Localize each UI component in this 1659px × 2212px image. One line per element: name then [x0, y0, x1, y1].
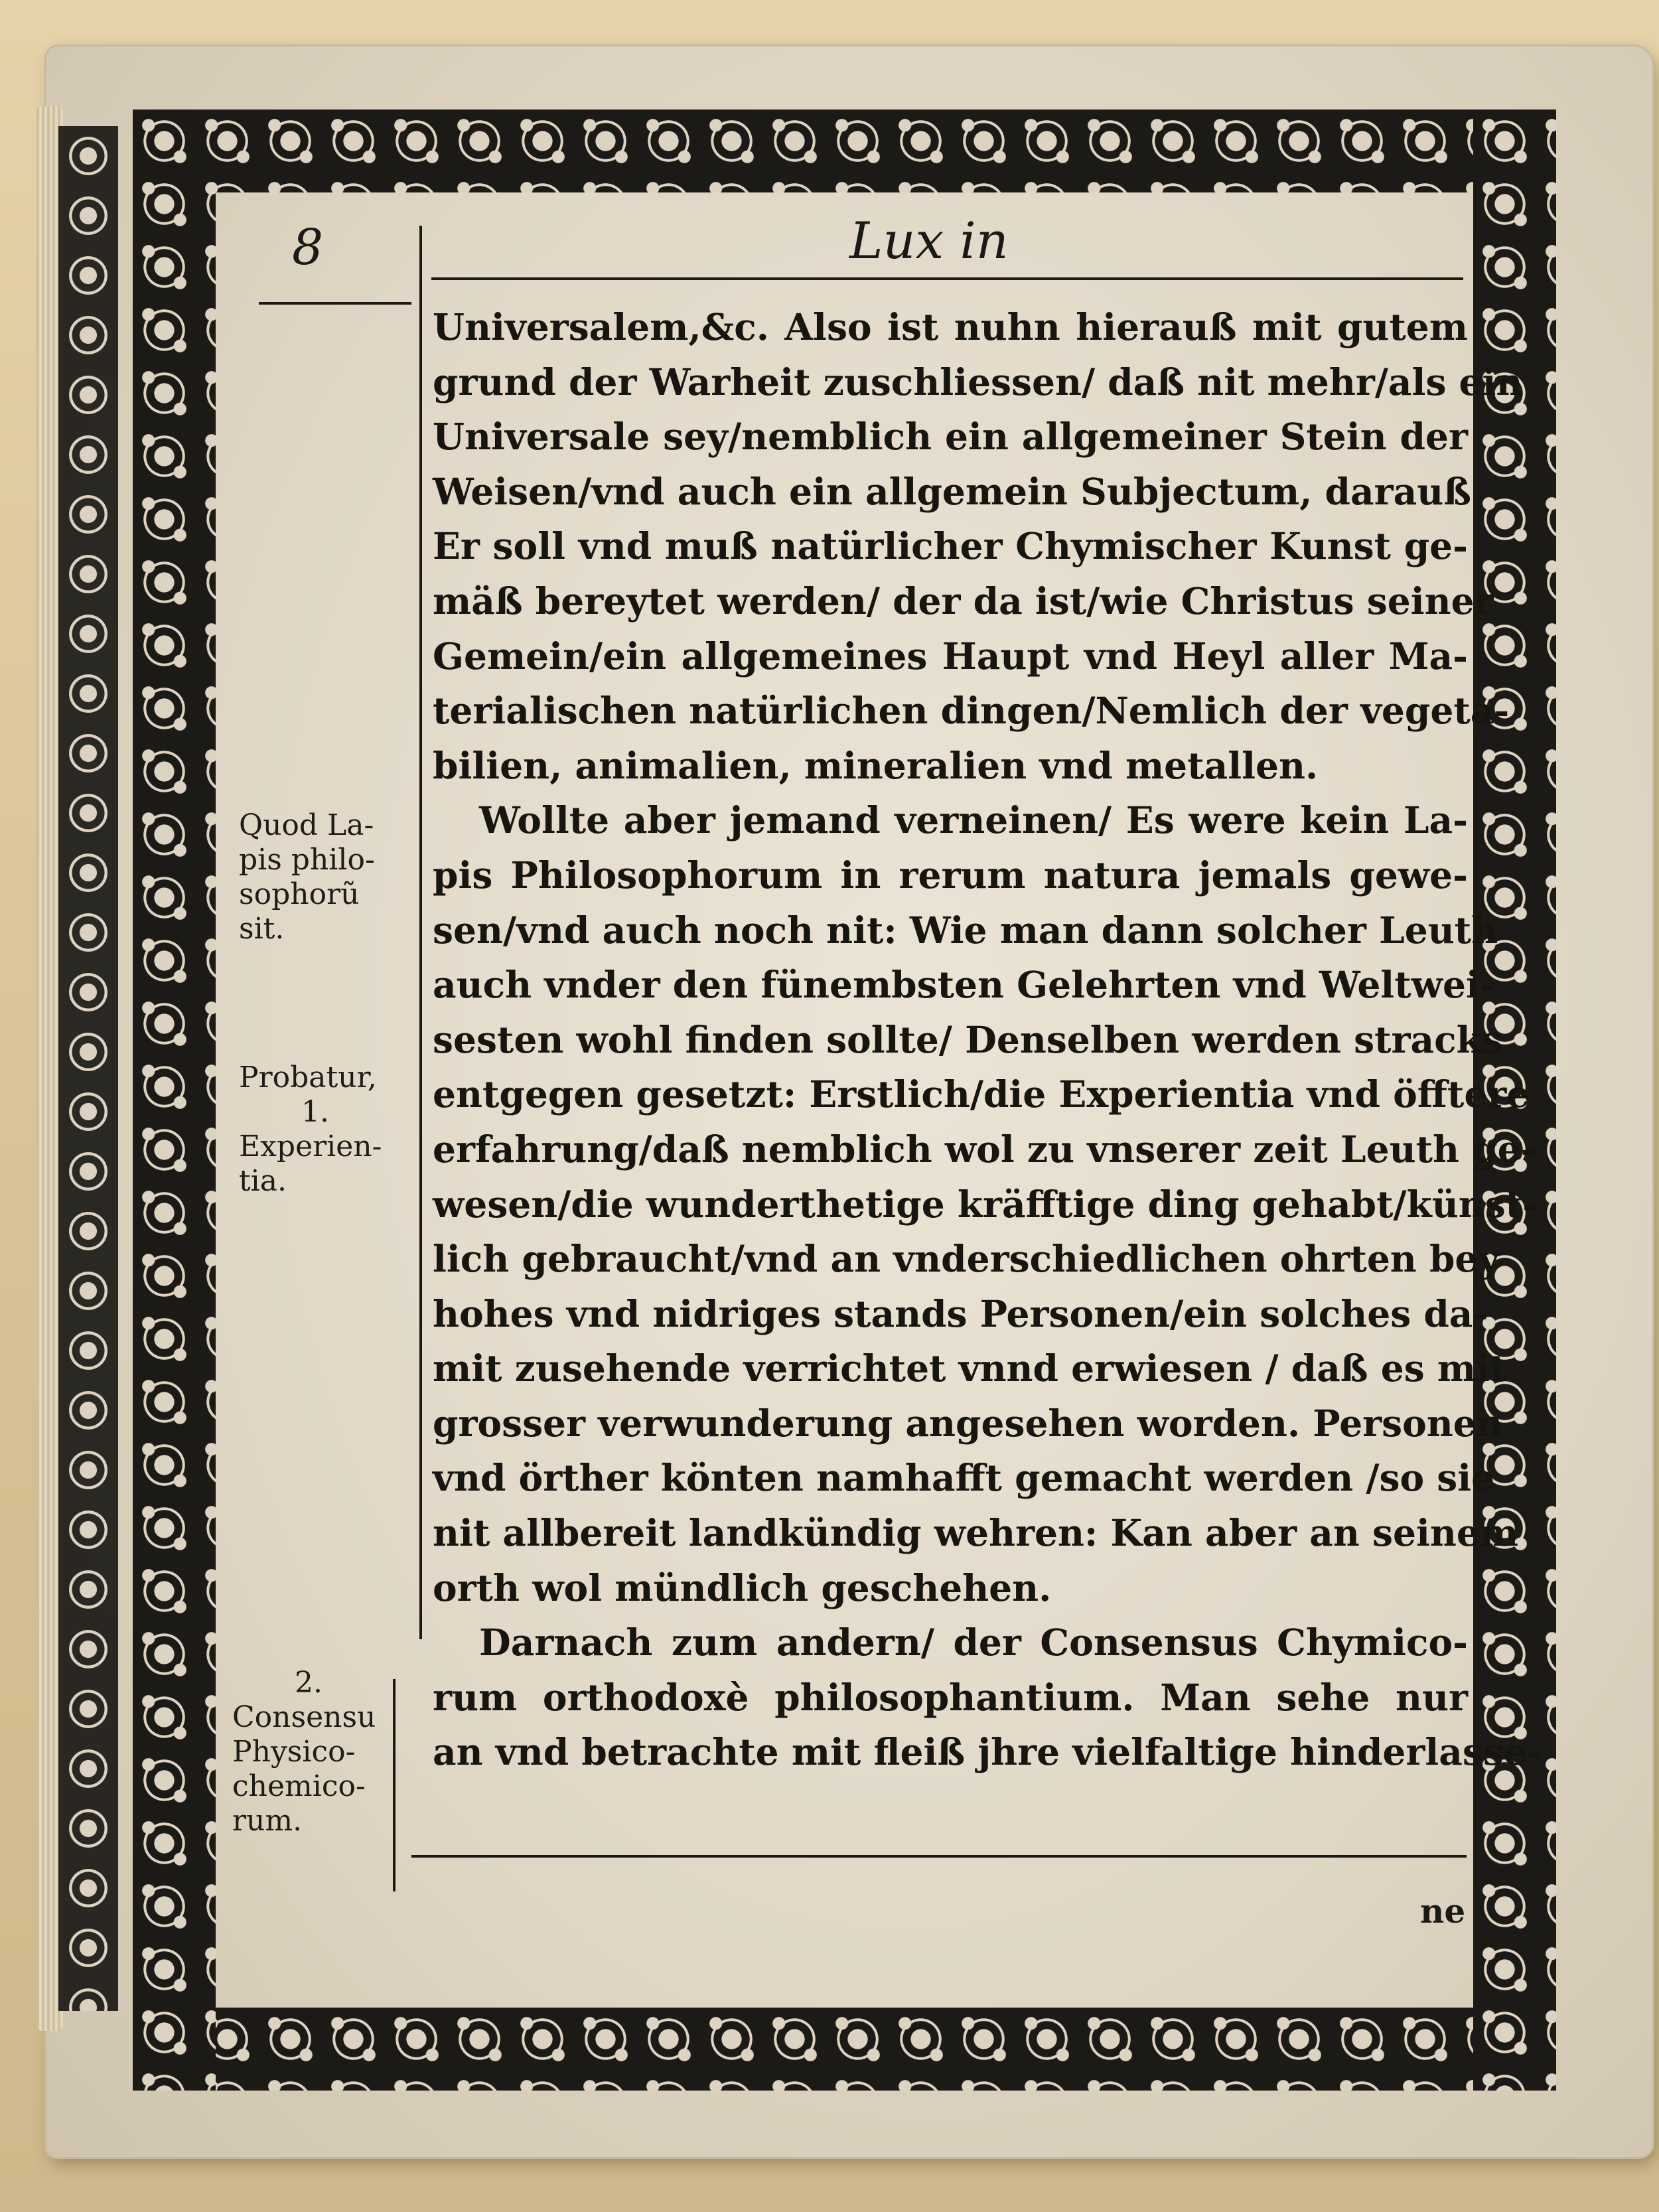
- text-line: Gemein/ein allgemeines Haupt vnd Heyl aller Ma-: [433, 634, 1468, 678]
- text-line: orth wol mündlich geschehen.: [433, 1566, 1052, 1609]
- margin-note-lapis: [239, 808, 392, 946]
- margin-line: chemico-: [232, 1769, 366, 1803]
- text-line: Weisen/vnd auch ein allgemein Subjectum, darauß: [433, 469, 1472, 513]
- text-line: grosser verwunderung angesehen worden. Personen: [433, 1401, 1503, 1445]
- page-number: 8: [292, 219, 324, 276]
- margin-line: Physico-: [232, 1735, 356, 1769]
- text-line: entgegen gesetzt: Erstlich/die Experientia vnd öfftere: [433, 1072, 1530, 1116]
- text-line: sesten wohl finden sollte/ Denselben werden stracks: [433, 1017, 1502, 1061]
- header-rule: [431, 277, 1463, 280]
- text-line: grund der Warheit zuschliessen/ daß nit mehr/als ein: [433, 360, 1523, 404]
- header-rule-left: [259, 302, 411, 305]
- margin-line: 1.: [301, 1095, 329, 1129]
- text-line: sen/vnd auch noch nit: Wie man dann solcher Leuth: [433, 908, 1498, 952]
- margin-line: sophorũ: [239, 877, 360, 911]
- column-rule-upper: [419, 226, 422, 1639]
- text-line: terialischen natürlichen dingen/Nemlich der vegeta-: [433, 689, 1510, 733]
- text-line: Wollte aber jemand verneinen/ Es were kein La-: [479, 798, 1468, 842]
- running-title: Lux in: [849, 211, 1009, 270]
- text-line: an vnd betrachte mit fleiß jhre vielfaltige hinderlasse-: [433, 1730, 1542, 1774]
- margin-line: Experien-: [239, 1130, 382, 1163]
- margin-line: tia.: [239, 1164, 287, 1198]
- text-line: Universale sey/nemblich ein allgemeiner Stein der: [433, 415, 1468, 459]
- main-text: [433, 300, 1542, 1780]
- text-line: rum orthodoxè philosophantium. Man sehe nur: [433, 1675, 1468, 1719]
- text-line: lich gebraucht/vnd an vnderschiedlichen ohrten bey: [433, 1237, 1500, 1281]
- margin-line: 2.: [295, 1666, 323, 1700]
- margin-note-consensus: [232, 1666, 385, 1838]
- catchword: ne: [1420, 1891, 1466, 1931]
- text-line: hohes vnd nidriges stands Personen/ein solches da-: [433, 1291, 1488, 1335]
- text-line: wesen/die wunderthetige kräfftige ding gehabt/künst-: [433, 1182, 1538, 1226]
- text-line: Darnach zum andern/ der Consensus Chymico-: [479, 1621, 1468, 1664]
- margin-line: Quod La-: [239, 808, 374, 842]
- footer-rule: [411, 1855, 1467, 1858]
- text-line: auch vnder den fünembsten Gelehrten vnd Weltwei-: [433, 963, 1495, 1007]
- margin-line: Probatur,: [239, 1061, 377, 1094]
- text-line: nit allbereit landkündig wehren: Kan aber an seinem: [433, 1511, 1519, 1555]
- text-line: mit zusehende verrichtet vnnd erwiesen / daß es mit: [433, 1347, 1507, 1390]
- margin-line: Consensu: [232, 1700, 376, 1734]
- text-line: bilien, animalien, mineralien vnd metallen.: [433, 743, 1319, 787]
- margin-note-probatur: [239, 1061, 392, 1199]
- text-line: mäß bereytet werden/ der da ist/wie Christus seiner: [433, 579, 1494, 623]
- column-rule-lower: [393, 1679, 396, 1891]
- text-line: pis Philosophorum in rerum natura jemals gewe-: [433, 853, 1468, 897]
- text-line: Er soll vnd muß natürlicher Chymischer Kunst ge-: [433, 524, 1468, 568]
- margin-line: pis philo-: [239, 843, 375, 877]
- text-line: vnd örther könten namhafft gemacht werden /so sie: [433, 1456, 1495, 1500]
- text-line: erfahrung/daß nemblich wol zu vnserer zeit Leuth ge-: [433, 1127, 1536, 1171]
- text-line: Universalem,&c. Also ist nuhn hierauß mit gutem: [433, 305, 1468, 348]
- margin-line: rum.: [232, 1804, 303, 1838]
- margin-line: sit.: [239, 912, 285, 946]
